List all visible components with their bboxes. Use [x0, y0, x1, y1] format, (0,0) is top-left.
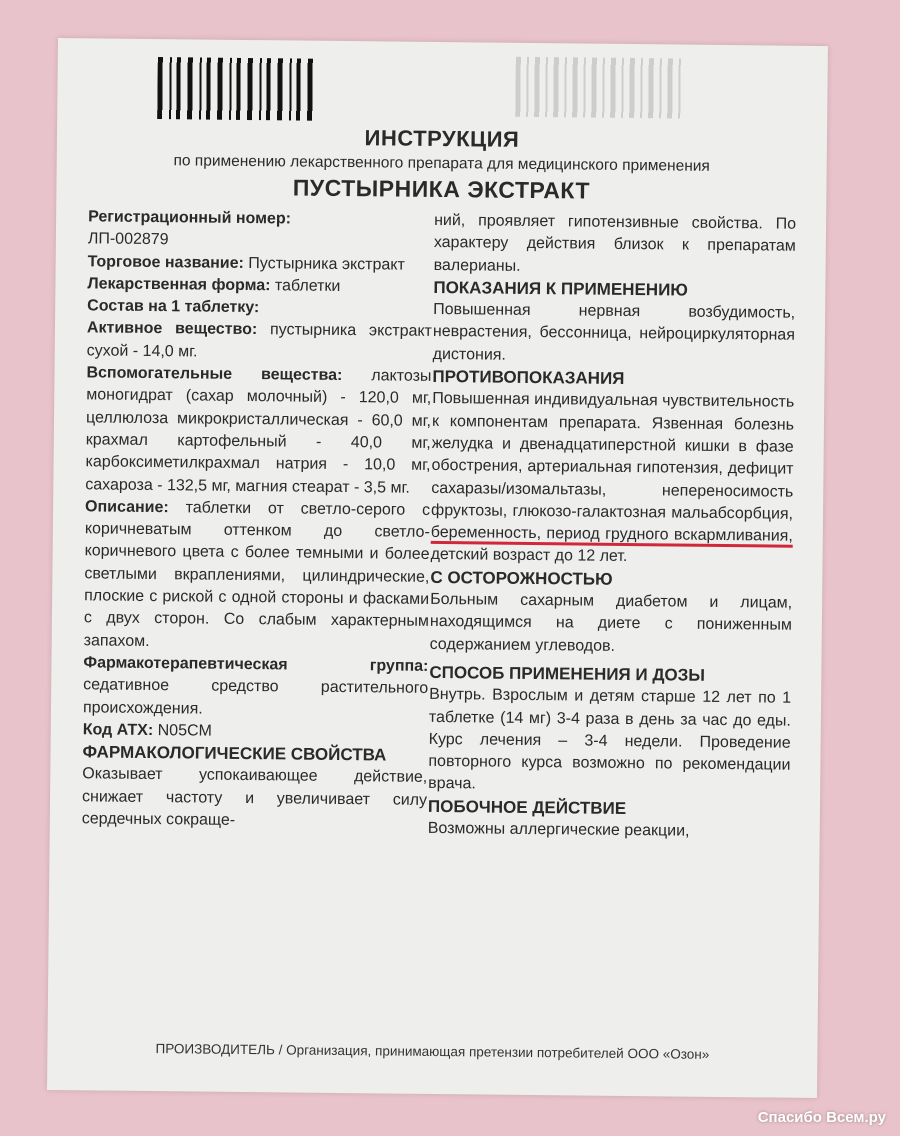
atc-code: Код АТХ: N05CM	[82, 721, 212, 740]
registration-label: Регистрационный номер:	[88, 208, 292, 228]
pharmacological-properties-heading: ФАРМАКОЛОГИЧЕСКИЕ СВОЙСТВА	[82, 742, 387, 765]
pharmacological-properties-continued: ний, проявляет гипотензивные свойства. По характеру действия близок к препаратам валерианы.	[433, 211, 797, 275]
pharmacotherapeutic-group: Фармакотерапевтическая группа: седативное средство растительного происхождения.	[82, 654, 429, 718]
barcode	[157, 57, 318, 121]
leaflet-subtitle: по применению лекарственного препарата для медицинского применения	[173, 152, 710, 175]
side-effects-text: Возможны аллергические реакции,	[427, 819, 690, 840]
manufacturer-footer: ПРОИЗВОДИТЕЛЬ / Организация, принимающая претензии потребителей ООО «Озон»	[155, 1041, 710, 1062]
composition-label: Состав на 1 таблетку:	[87, 297, 260, 317]
right-column	[428, 210, 797, 844]
barcode-show-through	[515, 57, 686, 119]
side-effects-heading: ПОБОЧНОЕ ДЕЙСТВИЕ	[427, 796, 627, 818]
registration-number: ЛП-002879	[87, 230, 169, 249]
site-watermark: Спасибо Всем.ру	[757, 1109, 886, 1126]
leaflet-title: ИНСТРУКЦИЯ	[364, 125, 520, 152]
excipients: Вспомогательные вещества: лактозы моногидрат (сахар молочный) - 120,0 мг, целлюлоза микрокристаллическая - 60,0 мг, крахмал картофельный - 40,0 мг, карбоксиметилкрахмал натрия - 10,0 мг, сахароза - 132,5 мг, магния стеарат - 3,5 мг.	[85, 364, 432, 497]
description: Описание: таблетки от светло-серого с коричневатым оттенком до светло-коричневого цвета с более темными и более светлыми вкраплениями, цилиндрические, плоские с риской с одной стороны и фасками с двух сторон. Со слабым характерным запахом.	[83, 498, 431, 650]
left-column	[82, 206, 434, 834]
contraindications-heading: ПРОТИВОПОКАЗАНИЯ	[432, 367, 625, 389]
leaflet-header	[56, 122, 827, 207]
dosage-text: Внутрь. Взрослым и детям старше 12 лет по 1 таблетке (14 мг) 3-4 раза в день за час до еды. Курс лечения – 3-4 недели. Проведение повторного курса возможно по рекомендации врача.	[428, 686, 792, 793]
contraindications-text: Повышенная индивидуальная чувствительность к компонентам препарата. Язвенная болезнь желудка и двенадцатиперстной кишки в фазе обострения, артериальная гипотензия, дефицит сахаразы/изомальтазы, непереносимость фруктозы, глюкозо-галактозная мальабсорбция, беременность, период грудного вскармливания, детский возраст до 12 лет.	[430, 390, 795, 566]
indications-text: Повышенная нервная возбудимость, неврастения, бессонница, нейроциркуляторная дистония.	[432, 301, 796, 364]
dosage-form: Лекарственная форма: таблетки	[87, 275, 341, 295]
active-substance: Активное вещество: пустырника экстракт сухой - 14,0 мг.	[86, 319, 433, 361]
drug-name: ПУСТЫРНИКА ЭКСТРАКТ	[292, 174, 591, 204]
pharmacological-properties-text: Оказывает успокаивающее действие, снижает частоту и увеличивает силу сердечных сокраще-	[81, 765, 428, 829]
instruction-leaflet	[47, 38, 828, 1098]
caution-text: Больным сахарным диабетом и лицам, находящимся на диете с пониженным содержанием углеводов.	[429, 590, 793, 655]
dosage-heading: СПОСОБ ПРИМЕНЕНИЯ И ДОЗЫ	[429, 662, 706, 685]
underlined-pregnancy-note: беременность, период грудного вскармливания,	[430, 524, 793, 545]
indications-heading: ПОКАЗАНИЯ К ПРИМЕНЕНИЮ	[433, 277, 688, 300]
caution-heading: С ОСТОРОЖНОСТЬЮ	[430, 567, 613, 589]
trade-name: Торговое название: Пустырника экстракт	[87, 252, 405, 274]
